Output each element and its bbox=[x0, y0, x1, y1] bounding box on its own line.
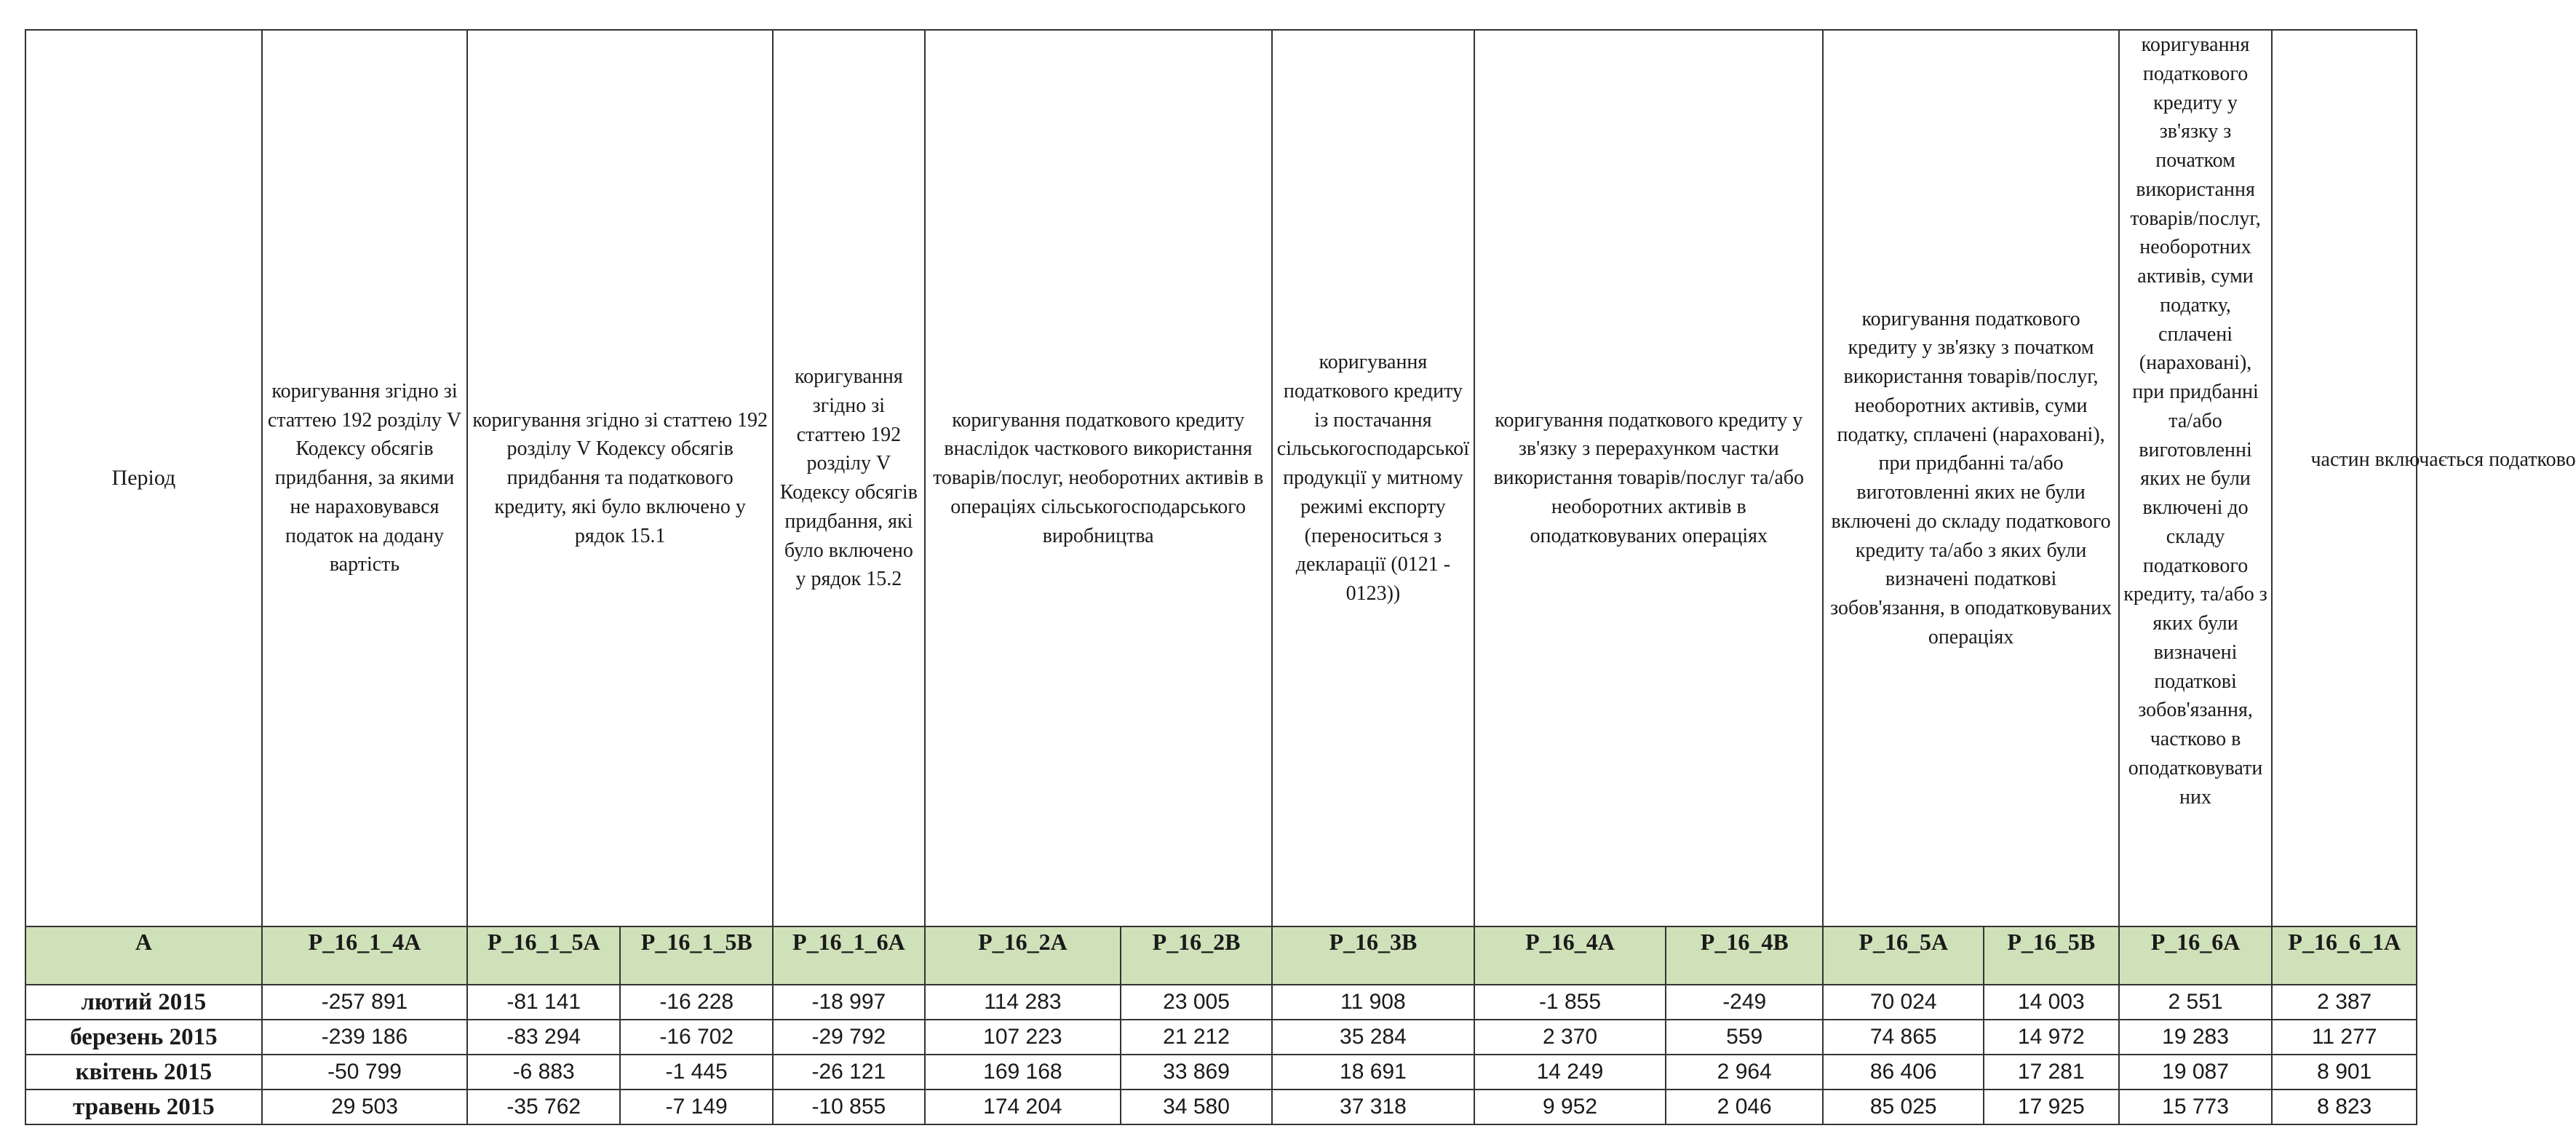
code-cell: Р_16_4В bbox=[1666, 926, 1824, 985]
value-cell: -1 855 bbox=[1474, 985, 1666, 1020]
value-cell: 11 277 bbox=[2272, 1020, 2417, 1055]
value-cell: -257 891 bbox=[262, 985, 467, 1020]
value-cell: 107 223 bbox=[925, 1020, 1121, 1055]
value-cell: 18 691 bbox=[1272, 1055, 1474, 1090]
value-cell: 35 284 bbox=[1272, 1020, 1474, 1055]
value-cell: 14 972 bbox=[1984, 1020, 2119, 1055]
vat-adjustment-table bbox=[25, 29, 2576, 1125]
value-cell: 169 168 bbox=[925, 1055, 1121, 1090]
table-row bbox=[25, 1090, 2417, 1124]
period-label: березень 2015 bbox=[25, 1020, 262, 1055]
value-cell: 19 283 bbox=[2119, 1020, 2273, 1055]
code-cell: Р_16_1_4А bbox=[262, 926, 467, 985]
value-cell: 17 281 bbox=[1984, 1055, 2119, 1090]
header-p16-5: коригування податкового кредиту у зв'язку з початком використання товарів/послуг, необоротних активів, суми податку, сплачені (нараховані), при придбанні та/або виготовленні яких не були включені до складу податкового кредиту та/або з яких були визначені податкові зобов'язання, в оподатковуваних операціях bbox=[1823, 30, 2118, 926]
value-cell: -7 149 bbox=[620, 1090, 773, 1124]
value-cell: 33 869 bbox=[1121, 1055, 1272, 1090]
value-cell: 9 952 bbox=[1474, 1090, 1666, 1124]
value-cell: 2 964 bbox=[1666, 1055, 1824, 1090]
value-cell: 29 503 bbox=[262, 1090, 467, 1124]
value-cell: 85 025 bbox=[1823, 1090, 1983, 1124]
value-cell: 174 204 bbox=[925, 1090, 1121, 1124]
code-cell: Р_16_6А bbox=[2119, 926, 2273, 985]
header-row bbox=[25, 30, 2417, 926]
value-cell: -16 702 bbox=[620, 1020, 773, 1055]
header-p16-1-6: коригування згідно зі статтею 192 розділу V Кодексу обсягів придбання, які було включено у рядок 15.2 bbox=[773, 30, 924, 926]
value-cell: 8 901 bbox=[2272, 1055, 2417, 1090]
code-cell: А bbox=[25, 926, 262, 985]
value-cell: 8 823 bbox=[2272, 1090, 2417, 1124]
table-row bbox=[25, 1020, 2417, 1055]
value-cell: -249 bbox=[1666, 985, 1824, 1020]
code-cell: Р_16_3В bbox=[1272, 926, 1474, 985]
value-cell: -50 799 bbox=[262, 1055, 467, 1090]
value-cell: 23 005 bbox=[1121, 985, 1272, 1020]
value-cell: -83 294 bbox=[467, 1020, 620, 1055]
code-cell: Р_16_2В bbox=[1121, 926, 1272, 985]
value-cell: -10 855 bbox=[773, 1090, 924, 1124]
value-cell: 34 580 bbox=[1121, 1090, 1272, 1124]
header-p16-3: коригування податкового кредиту із постачання сільськогосподарської продукції у митному режимі експорту (переноситься з декларації (0121 - 0123)) bbox=[1272, 30, 1474, 926]
value-cell: -81 141 bbox=[467, 985, 620, 1020]
value-cell: -6 883 bbox=[467, 1055, 620, 1090]
value-cell: 19 087 bbox=[2119, 1055, 2273, 1090]
header-p16-1-4: коригування згідно зі статтею 192 розділу V Кодексу обсягів придбання, за якими не нараховувався податок на додану вартість bbox=[262, 30, 467, 926]
value-cell: -239 186 bbox=[262, 1020, 467, 1055]
value-cell: 14 249 bbox=[1474, 1055, 1666, 1090]
value-cell: 15 773 bbox=[2119, 1090, 2273, 1124]
header-period: Період bbox=[25, 30, 262, 926]
value-cell: 2 046 bbox=[1666, 1090, 1824, 1124]
code-cell: Р_16_6_1А bbox=[2272, 926, 2417, 985]
value-cell: -35 762 bbox=[467, 1090, 620, 1124]
value-cell: -18 997 bbox=[773, 985, 924, 1020]
value-cell: -1 445 bbox=[620, 1055, 773, 1090]
period-label: лютий 2015 bbox=[25, 985, 262, 1020]
value-cell: 14 003 bbox=[1984, 985, 2119, 1020]
value-cell: 559 bbox=[1666, 1020, 1824, 1055]
code-cell: Р_16_2А bbox=[925, 926, 1121, 985]
code-cell: Р_16_5В bbox=[1984, 926, 2119, 985]
value-cell: 70 024 bbox=[1823, 985, 1983, 1020]
code-cell: Р_16_1_5А bbox=[467, 926, 620, 985]
header-p16-1-5: коригування згідно зі статтею 192 розділу V Кодексу обсягів придбання та податкового кредиту, які було включено у рядок 15.1 bbox=[467, 30, 773, 926]
value-cell: 114 283 bbox=[925, 985, 1121, 1020]
value-cell: -26 121 bbox=[773, 1055, 924, 1090]
header-p16-6-text: коригування податкового кредиту у зв'язку з початком використання товарів/послуг, необоротних активів, суми податку, сплачені (нараховані), при придбанні та/або виготовленні яких не були включені до складу податкового кредиту, та/або з яких були визначені податкові зобов'язання, частково в оподатковувати них bbox=[2123, 33, 2267, 809]
code-cell: Р_16_5А bbox=[1823, 926, 1983, 985]
period-label: травень 2015 bbox=[25, 1090, 262, 1124]
header-p16-6-1 bbox=[2272, 30, 2576, 926]
value-cell: 37 318 bbox=[1272, 1090, 1474, 1124]
value-cell: 17 925 bbox=[1984, 1090, 2119, 1124]
header-p16-6 bbox=[2119, 30, 2273, 926]
code-cell: Р_16_1_5В bbox=[620, 926, 773, 985]
value-cell: 21 212 bbox=[1121, 1020, 1272, 1055]
table-row bbox=[25, 1055, 2417, 1090]
value-cell: 11 908 bbox=[1272, 985, 1474, 1020]
code-cell: Р_16_1_6А bbox=[773, 926, 924, 985]
value-cell: 2 551 bbox=[2119, 985, 2273, 1020]
header-p16-4: коригування податкового кредиту у зв'язку з перерахунком частки використання товарів/послуг та/або необоротних активів в оподатковуваних операціях bbox=[1474, 30, 1823, 926]
value-cell: 2 370 bbox=[1474, 1020, 1666, 1055]
code-row bbox=[25, 926, 2417, 985]
header-p16-2: коригування податкового кредиту внаслідок часткового використання товарів/послуг, необоротних активів в операціях сільськогосподарського виробництва bbox=[925, 30, 1272, 926]
value-cell: -16 228 bbox=[620, 985, 773, 1020]
value-cell: 86 406 bbox=[1823, 1055, 1983, 1090]
code-cell: Р_16_4А bbox=[1474, 926, 1666, 985]
period-label: квітень 2015 bbox=[25, 1055, 262, 1090]
value-cell: 2 387 bbox=[2272, 985, 2417, 1020]
value-cell: -29 792 bbox=[773, 1020, 924, 1055]
table-row bbox=[25, 985, 2417, 1020]
header-p16-6-1-text: частин включається податково bbox=[2310, 448, 2576, 471]
value-cell: 74 865 bbox=[1823, 1020, 1983, 1055]
